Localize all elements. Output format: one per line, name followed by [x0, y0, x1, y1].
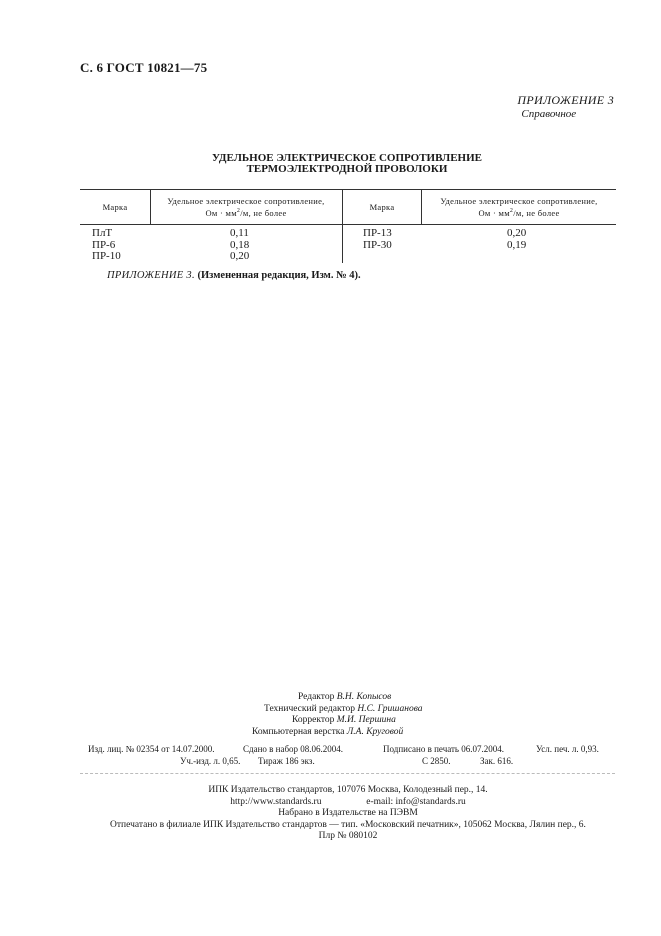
credit-corrector: Корректор М.И. Першина: [292, 715, 396, 725]
left-brand-column: [92, 228, 121, 263]
imprint: [88, 743, 618, 767]
publisher-info: [70, 785, 626, 843]
appendix-type: Справочное: [521, 108, 577, 120]
header-resistivity-line1: Удельное электрическое сопротивление,: [440, 196, 598, 207]
publisher-website[interactable]: http://www.standards.ru: [230, 796, 322, 807]
imprint-code: С 2850.: [422, 756, 451, 766]
table-cell: 0,11: [230, 227, 249, 239]
credit-layout: Компьютерная верстка Л.А. Круговой: [252, 726, 404, 737]
imprint-pub-sheets: Уч.-изд. л. 0,65.: [180, 756, 241, 766]
amendment-note: [107, 270, 361, 281]
right-value-column: [507, 228, 526, 251]
title-line-1: УДЕЛЬНОЕ ЭЛЕКТРИЧЕСКОЕ СОПРОТИВЛЕНИЕ: [211, 152, 483, 164]
imprint-order: Зак. 616.: [480, 756, 514, 766]
header-resistivity-right: [422, 190, 616, 224]
header-brand-right: Марка: [369, 202, 395, 212]
imprint-signed: Подписано в печать 06.07.2004.: [383, 744, 505, 754]
document-title: [0, 153, 661, 175]
table-cell: ПР-30: [363, 238, 392, 251]
table-cell: 0,20: [230, 250, 250, 262]
table-cell: ПР-6: [92, 238, 116, 251]
imprint-typeset: Сдано в набор 08.06.2004.: [243, 744, 344, 754]
table-cell: 0,20: [507, 227, 527, 239]
table-cell: ПР-10: [92, 250, 121, 262]
title-line-2: ТЕРМОЭЛЕКТРОДНОЙ ПРОВОЛОКИ: [246, 163, 448, 175]
table-header: [80, 189, 616, 225]
right-brand-column: [363, 228, 392, 251]
divider: [342, 225, 343, 263]
publisher-address: ИПК Издательство стандартов, 107076 Москва, Колодезный пер., 14.: [208, 785, 488, 795]
note-label: ПРИЛОЖЕНИЕ 3.: [107, 270, 195, 281]
credit-editor: Редактор В.Н. Копысов: [298, 692, 392, 702]
header-resistivity-left: [151, 190, 341, 224]
table-cell: 0,18: [230, 238, 250, 251]
publisher-contacts: [70, 797, 626, 809]
table-cell: ПР-13: [363, 227, 392, 239]
header-brand-left: Марка: [102, 202, 128, 212]
left-value-column: [230, 228, 249, 263]
table-cell: 0,19: [507, 238, 527, 251]
appendix-label: ПРИЛОЖЕНИЕ 3: [517, 93, 614, 107]
publisher-license: Плр № 080102: [318, 831, 378, 841]
publisher-email[interactable]: e-mail: info@standards.ru: [366, 796, 466, 807]
header-resistivity-line1: Удельное электрическое сопротивление,: [167, 196, 325, 207]
page-header: С. 6 ГОСТ 10821—75: [80, 60, 208, 75]
imprint-license: Изд. лиц. № 02354 от 14.07.2000.: [88, 744, 215, 754]
header-resistivity-line2: Ом · $мм^2/м$, не более: [478, 207, 560, 218]
resistivity-table: [80, 189, 616, 265]
table-body: [80, 225, 616, 265]
header-resistivity-line2: Ом · $мм^2/м$, не более: [205, 207, 287, 218]
note-text: (Измененная редакция, Изм. № 4).: [197, 270, 361, 281]
credits: [250, 692, 480, 738]
publisher-typeset-note: Набрано в Издательстве на ПЭВМ: [278, 808, 418, 818]
imprint-print-sheets: Усл. печ. л. 0,93.: [536, 744, 599, 754]
appendix-block: [517, 93, 614, 120]
table-cell: ПлТ: [92, 227, 113, 239]
imprint-circulation: Тираж 186 экз.: [258, 756, 315, 766]
divider-rule: [80, 773, 615, 774]
publisher-printed-note: Отпечатано в филиале ИПК Издательство стандартов — тип. «Московский печатник», 105062 Москва, Лялин пер., 6.: [110, 819, 586, 830]
credit-tech-editor: Технический редактор Н.С. Гришанова: [264, 703, 423, 714]
